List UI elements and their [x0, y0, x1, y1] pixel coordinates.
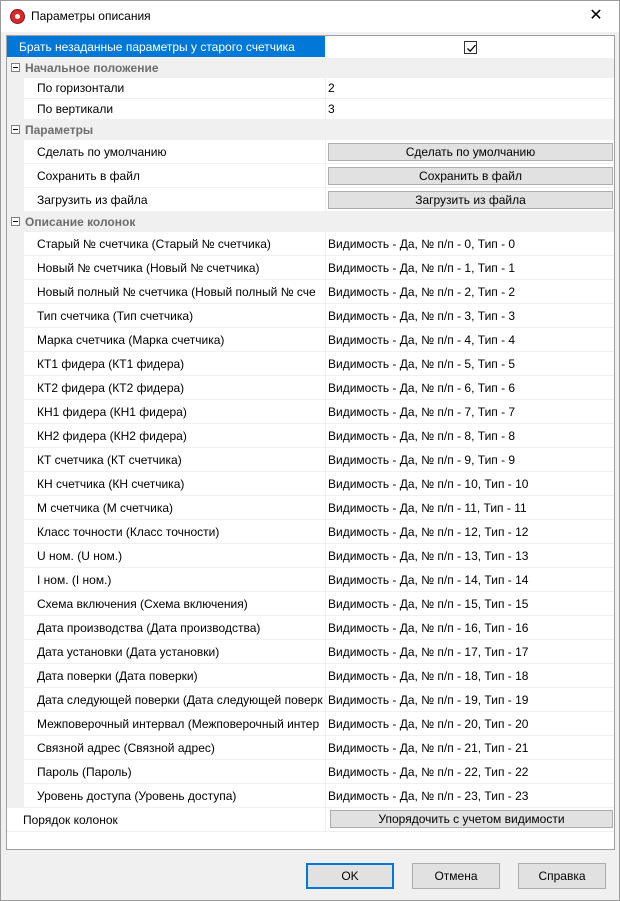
property-value[interactable]: 3	[328, 102, 335, 116]
category-label: Описание колонок	[25, 215, 136, 229]
grid-row-column-2[interactable]	[7, 280, 614, 304]
column-order-label: Порядок колонок	[23, 813, 118, 827]
property-label: U ном. (U ном.)	[37, 549, 123, 563]
property-label: Уровень доступа (Уровень доступа)	[37, 789, 237, 803]
property-label: Дата установки (Дата установки)	[37, 645, 220, 659]
property-value[interactable]: Видимость - Да, № п/п - 8, Тип - 8	[328, 429, 516, 443]
grid-row-column-15[interactable]	[7, 592, 614, 616]
property-label: КТ2 фидера (КТ2 фидера)	[37, 381, 185, 395]
property-label: Дата поверки (Дата поверки)	[37, 669, 198, 683]
grid-row-column-10[interactable]	[7, 472, 614, 496]
grid-row-column-16[interactable]	[7, 616, 614, 640]
property-label: Дата производства (Дата производства)	[37, 621, 261, 635]
ok-button[interactable]: OK	[306, 863, 394, 889]
category-initial-position[interactable]	[7, 58, 614, 78]
property-label: Загрузить из файла	[37, 193, 148, 207]
grid-row-column-order[interactable]	[7, 808, 614, 832]
property-label: КН1 фидера (КН1 фидера)	[37, 405, 187, 419]
grid-row-column-13[interactable]	[7, 544, 614, 568]
grid-row-column-8[interactable]	[7, 424, 614, 448]
load-from-file-button[interactable]: Загрузить из файла	[328, 191, 613, 209]
property-label: По вертикали	[37, 102, 114, 116]
grid-row-column-17[interactable]	[7, 640, 614, 664]
grid-row-initial-1[interactable]	[7, 99, 614, 120]
category-parameters[interactable]	[7, 120, 614, 140]
property-value[interactable]: Видимость - Да, № п/п - 22, Тип - 22	[328, 765, 529, 779]
property-label: Новый полный № счетчика (Новый полный № сче	[37, 285, 316, 299]
collapse-minus-icon[interactable]	[11, 125, 20, 134]
property-label: Межповерочный интервал (Межповерочный интер	[37, 717, 320, 731]
property-label: КН счетчика (КН счетчика)	[37, 477, 185, 491]
grid-row-column-4[interactable]	[7, 328, 614, 352]
grid-row-column-23[interactable]	[7, 784, 614, 808]
app-icon	[10, 9, 25, 24]
property-value[interactable]: Видимость - Да, № п/п - 0, Тип - 0	[328, 237, 516, 251]
grid-row-param-1[interactable]	[7, 164, 614, 188]
property-label: Тип счетчика (Тип счетчика)	[37, 309, 194, 323]
property-value[interactable]: Видимость - Да, № п/п - 9, Тип - 9	[328, 453, 516, 467]
property-value[interactable]: Видимость - Да, № п/п - 6, Тип - 6	[328, 381, 516, 395]
close-icon[interactable]: ✕	[589, 7, 603, 24]
checkmark-icon	[466, 43, 477, 54]
property-label: По горизонтали	[37, 81, 125, 95]
property-label: Сохранить в файл	[37, 169, 140, 183]
window-title: Параметры описания	[31, 9, 151, 23]
property-label: Сделать по умолчанию	[37, 145, 167, 159]
category-label: Параметры	[25, 123, 94, 137]
grid-row-param-0[interactable]	[7, 140, 614, 164]
collapse-minus-icon[interactable]	[11, 217, 20, 226]
grid-row-take-old-params[interactable]	[7, 36, 614, 58]
save-to-file-button[interactable]: Сохранить в файл	[328, 167, 613, 185]
property-label: Класс точности (Класс точности)	[37, 525, 220, 539]
property-value[interactable]: Видимость - Да, № п/п - 1, Тип - 1	[328, 261, 516, 275]
grid-row-param-2[interactable]	[7, 188, 614, 212]
grid-row-column-18[interactable]	[7, 664, 614, 688]
grid-row-column-12[interactable]	[7, 520, 614, 544]
set-default-button[interactable]: Сделать по умолчанию	[328, 143, 613, 161]
property-value[interactable]: Видимость - Да, № п/п - 10, Тип - 10	[328, 477, 529, 491]
grid-row-column-11[interactable]	[7, 496, 614, 520]
property-label: КН2 фидера (КН2 фидера)	[37, 429, 187, 443]
collapse-minus-icon[interactable]	[11, 63, 20, 72]
property-label: Пароль (Пароль)	[37, 765, 132, 779]
property-label: КТ1 фидера (КТ1 фидера)	[37, 357, 185, 371]
category-label: Начальное положение	[25, 61, 159, 75]
property-value[interactable]: Видимость - Да, № п/п - 7, Тип - 7	[328, 405, 516, 419]
grid-row-column-19[interactable]	[7, 688, 614, 712]
property-value[interactable]: Видимость - Да, № п/п - 14, Тип - 14	[328, 573, 529, 587]
property-label: Новый № счетчика (Новый № счетчика)	[37, 261, 260, 275]
property-label: М счетчика (М счетчика)	[37, 501, 174, 515]
property-value[interactable]: Видимость - Да, № п/п - 12, Тип - 12	[328, 525, 529, 539]
grid-row-column-0[interactable]	[7, 232, 614, 256]
property-value[interactable]: Видимость - Да, № п/п - 20, Тип - 20	[328, 717, 529, 731]
property-label: КТ счетчика (КТ счетчика)	[37, 453, 182, 467]
property-value[interactable]: Видимость - Да, № п/п - 11, Тип - 11	[328, 501, 527, 515]
property-label: Схема включения (Схема включения)	[37, 597, 248, 611]
grid-row-column-7[interactable]	[7, 400, 614, 424]
grid-row-column-6[interactable]	[7, 376, 614, 400]
property-value[interactable]: Видимость - Да, № п/п - 16, Тип - 16	[328, 621, 529, 635]
property-value[interactable]: Видимость - Да, № п/п - 3, Тип - 3	[328, 309, 516, 323]
property-label: Старый № счетчика (Старый № счетчика)	[37, 237, 271, 251]
grid-row-column-22[interactable]	[7, 760, 614, 784]
help-button[interactable]: Справка	[518, 863, 606, 889]
grid-row-initial-0[interactable]	[7, 78, 614, 99]
title-bar	[1, 1, 619, 32]
grid-row-column-21[interactable]	[7, 736, 614, 760]
grid-row-column-9[interactable]	[7, 448, 614, 472]
grid-row-column-20[interactable]	[7, 712, 614, 736]
property-value[interactable]: Видимость - Да, № п/п - 23, Тип - 23	[328, 789, 529, 803]
property-value[interactable]: Видимость - Да, № п/п - 15, Тип - 15	[328, 597, 529, 611]
property-value[interactable]: Видимость - Да, № п/п - 19, Тип - 19	[328, 693, 529, 707]
property-value[interactable]: Видимость - Да, № п/п - 4, Тип - 4	[328, 333, 516, 347]
grid-row-column-1[interactable]	[7, 256, 614, 280]
property-value[interactable]: Видимость - Да, № п/п - 5, Тип - 5	[328, 357, 516, 371]
property-label: Марка счетчика (Марка счетчика)	[37, 333, 225, 347]
grid-row-column-3[interactable]	[7, 304, 614, 328]
order-by-visibility-button[interactable]: Упорядочить с учетом видимости	[330, 810, 613, 828]
property-value[interactable]: Видимость - Да, № п/п - 13, Тип - 13	[328, 549, 529, 563]
property-value[interactable]: Видимость - Да, № п/п - 18, Тип - 18	[328, 669, 529, 683]
property-value[interactable]: Видимость - Да, № п/п - 17, Тип - 17	[328, 645, 529, 659]
property-value[interactable]: Видимость - Да, № п/п - 21, Тип - 21	[328, 741, 529, 755]
property-label: Дата следующей поверки (Дата следующей поверк	[37, 693, 323, 707]
property-value[interactable]: Видимость - Да, № п/п - 2, Тип - 2	[328, 285, 516, 299]
property-label: Связной адрес (Связной адрес)	[37, 741, 215, 755]
grid-row-column-14[interactable]	[7, 568, 614, 592]
take-old-params-checkbox[interactable]	[464, 41, 477, 54]
property-value[interactable]: 2	[328, 81, 335, 95]
property-grid[interactable]	[6, 35, 615, 850]
category-columns[interactable]	[7, 212, 614, 232]
property-label: I ном. (I ном.)	[37, 573, 112, 587]
cancel-button[interactable]: Отмена	[412, 863, 500, 889]
grid-row-column-5[interactable]	[7, 352, 614, 376]
take-old-params-label: Брать незаданные параметры у старого счетчика	[19, 40, 295, 54]
